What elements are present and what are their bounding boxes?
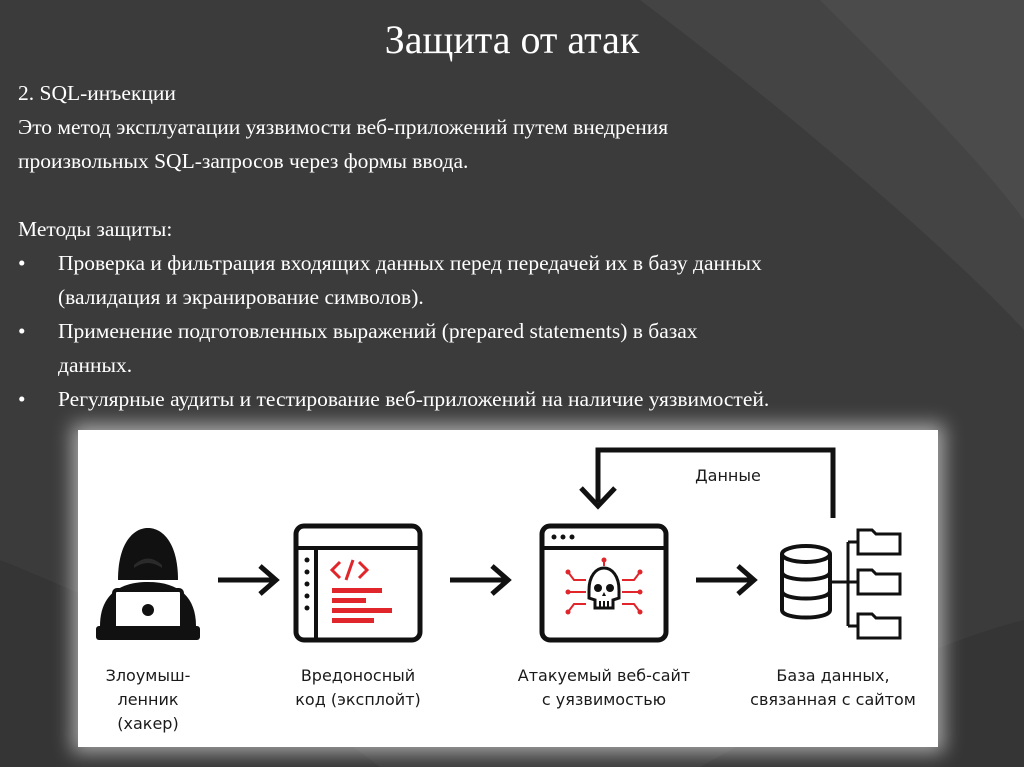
bullet-icon: •	[18, 251, 26, 275]
bullet-icon: •	[18, 387, 26, 411]
bullet-text: Регулярные аудиты и тестирование веб-приложений на наличие уязвимостей.	[58, 387, 770, 411]
node-label-line: (хакер)	[117, 714, 179, 733]
node-label-line: База данных,	[776, 666, 890, 685]
node-label-line: с уязвимостью	[541, 690, 667, 709]
flow-arrow-icon	[450, 566, 508, 594]
bullet-item	[18, 382, 1018, 416]
file-folders-icon	[830, 530, 900, 638]
sql-injection-diagram	[78, 430, 938, 747]
section-heading: 2. SQL-инъекции	[18, 81, 176, 105]
node-label-exploit	[273, 664, 443, 712]
node-label-hacker	[88, 664, 208, 736]
node-label-line: Вредоносный	[300, 666, 416, 685]
definition-line-1: Это метод эксплуатации уязвимости веб-приложений путем внедрения	[18, 115, 669, 139]
bullet-text: данных.	[58, 353, 133, 377]
methods-heading: Методы защиты:	[18, 217, 173, 241]
node-label-database	[733, 664, 933, 712]
node-label-line: ленник	[117, 690, 179, 709]
hacker-icon	[96, 528, 200, 640]
bullet-icon: •	[18, 319, 26, 343]
flow-arrow-icon	[696, 566, 754, 594]
malicious-code-icon	[296, 526, 420, 640]
definition-line-2: произвольных SQL-запросов через формы ввода.	[18, 149, 469, 173]
paragraph-spacer	[18, 178, 1018, 212]
bullet-text: Проверка и фильтрация входящих данных перед передачей их в базу данных	[58, 251, 762, 275]
flow-arrow-icon	[218, 566, 276, 594]
node-label-line: Злоумыш-	[105, 666, 191, 685]
slide-body	[18, 76, 1018, 416]
bullet-item	[18, 314, 1018, 382]
node-label-line: код (эксплойт)	[295, 690, 421, 709]
bullet-text: (валидация и экранирование символов).	[58, 285, 424, 309]
node-label-line: Атакуемый веб-сайт	[517, 666, 691, 685]
node-label-website	[504, 664, 704, 712]
node-label-line: связанная с сайтом	[750, 690, 916, 709]
bullet-text: Применение подготовленных выражений (prepared statements) в базах	[58, 319, 698, 343]
database-icon	[782, 546, 830, 618]
vulnerable-website-icon	[542, 526, 666, 640]
bullet-item	[18, 246, 1018, 314]
slide-title: Защита от атак	[384, 17, 640, 62]
feedback-label: Данные	[695, 466, 761, 485]
